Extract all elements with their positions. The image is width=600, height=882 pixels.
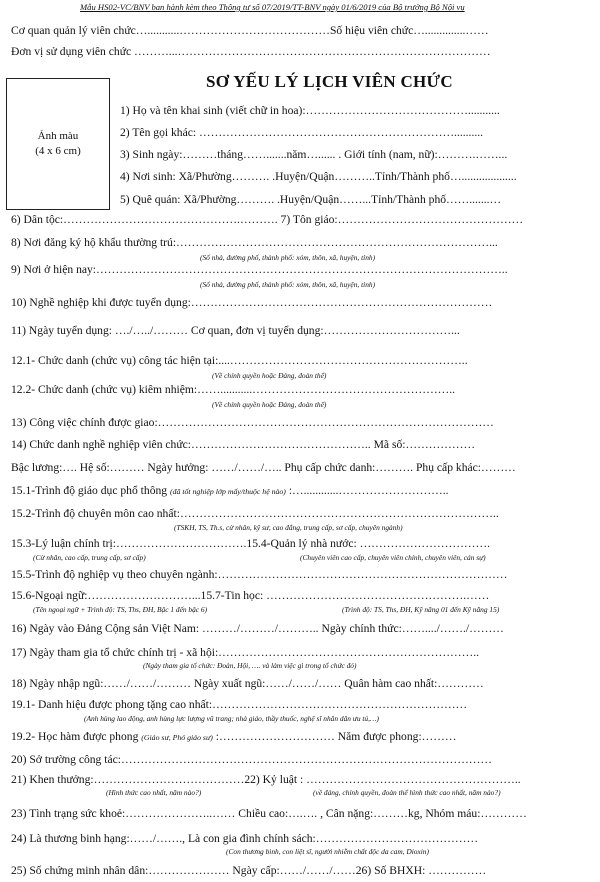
field-ethnicity-religion: 6) Dân tộc:……………………………………….………. 7) Tôn giáo:………………………………………… (11, 213, 524, 226)
field-salary: Bậc lương:…. Hệ số:……… Ngày hưởng: ……/……/….. Phụ cấp chức danh:………. Phụ cấp khác:……… (11, 461, 516, 474)
field-war-invalid: 24) Là thương binh hạng:……/……., Là con gia đình chính sách:…………………………………… (11, 832, 479, 845)
field-full-name: 1) Họ và tên khai sinh (viết chữ in hoa):……………………………………........... (120, 104, 500, 117)
note-reward: (Hình thức cao nhất, năm nào?) (106, 788, 202, 797)
field-general-education (11, 484, 449, 499)
field-other-name: 2) Tên gọi khác: ………………………………………………………….......... (120, 126, 484, 139)
note-highest-degree: (TSKH, TS, Th.s, cử nhân, kỹ sư, cao đẳng, trung cấp, sơ cấp, chuyên ngành) (174, 523, 403, 532)
field-id-insurance: 25) Số chứng minh nhân dân:………………… Ngày cấp:……/……/……26) Số BHXH: …………… (11, 864, 487, 877)
note-honorary-title: (Anh hùng lao động, anh hùng lực lượng vũ trang; nhà giáo, thầy thuốc, nghệ sĩ nhân dân ưu tú,…) (84, 714, 380, 723)
field-hometown: 5) Quê quán: Xã/Phường………. .Huyện/Quận……...Tỉnh/Thành phố…….......… (120, 193, 502, 206)
field-military-service: 18) Ngày nhập ngũ:……/……/……… Ngày xuất ngũ:……/……/…… Quân hàm cao nhất:………… (11, 677, 484, 690)
note-language: (Tên ngoại ngữ + Trình độ: TS, Ths, ĐH, Bậc 1 đến bậc 6) (33, 605, 208, 614)
general-education-dots: :…............……………………….. (288, 484, 449, 497)
note-permanent-address: (Số nhà, đường phố, thành phố: xóm, thôn, xã, huyện, tỉnh) (200, 253, 376, 262)
field-occupation: 10) Nghề nghiệp khi được tuyển dụng:…………………………………………………………………… (11, 296, 493, 309)
academic-title-label: 19.2- Học hàm được phong (11, 730, 139, 743)
note-discipline: (về đảng, chính quyền, đoàn thể hình thức cao nhất, năm nào?) (313, 788, 501, 797)
note-current-address: (Số nhà, đường phố, thành phố: xóm, thôn, xã, huyện, tỉnh) (200, 280, 376, 289)
note-current-position: (Về chính quyền hoặc Đảng, đoàn thể) (212, 371, 327, 380)
field-main-duty: 13) Công việc chính được giao:…………………………………………………………………………… (11, 416, 494, 429)
field-recruitment-date: 11) Ngày tuyển dụng: …./…../……… Cơ quan, đơn vị tuyển dụng:……………………………... (11, 324, 460, 337)
photo-size: (4 x 6 cm) (35, 145, 81, 157)
unit-line: Đơn vị sử dụng viên chức ………...……………………………………………………………………… (11, 45, 491, 58)
field-honorary-title: 19.1- Danh hiệu được phong tặng cao nhất:………………………………………………………… (11, 698, 468, 711)
field-sociopolitical-org: 17) Ngày tham gia tổ chức chính trị - xã hội:………………………………………………………….. (11, 646, 480, 659)
page-title: SƠ YẾU LÝ LỊCH VIÊN CHỨC (206, 72, 453, 91)
note-academic-title: (Giáo sư, Phó giáo sư) (141, 733, 213, 742)
field-reward-discipline: 21) Khen thưởng:…………………………………22) Kỷ luật : ……………………………………………….. (11, 773, 521, 786)
field-permanent-address: 8) Nơi đăng ký hộ khẩu thường trú:………………………………………………………………………... (11, 236, 498, 249)
field-political-theory: 15.3-Lý luận chính trị:…………………………….15.4-Quản lý nhà nước: ……………………………. (11, 537, 491, 550)
note-general-education: (đã tốt nghiệp lớp mấy/thuộc hệ nào) (170, 487, 286, 496)
photo-label: Ảnh màu (37, 130, 79, 142)
note-it: (Trình độ: TS, Ths, ĐH, Kỹ năng 01 đến Kỹ năng 15) (342, 605, 500, 614)
note-sociopolitical-org: (Ngày tham gia tổ chức: Đoàn, Hội, …. và làm việc gì trong tổ chức đó) (143, 661, 357, 670)
general-education-label: 15.1-Trình độ giáo dục phổ thông (11, 484, 168, 497)
field-work-strength: 20) Sở trường công tác:…………………………………………………………………………………… (11, 753, 492, 766)
field-health: 23) Tình trạng sức khoẻ:…………………..…… Chiều cao:….…. , Cân nặng:………kg, Nhóm máu:………… (11, 807, 527, 820)
field-professional-skill: 15.5-Trình độ nghiệp vụ theo chuyên ngành:………………………………………………………………… (11, 568, 508, 581)
field-concurrent-position: 12.2- Chức danh (chức vụ) kiêm nhiệm:……...........…………………………………………….. (11, 383, 456, 396)
field-highest-degree: 15.2-Trình độ chuyên môn cao nhất:……………………………………………………………………….. (11, 507, 499, 520)
field-current-address: 9) Nơi ở hiện nay:…………………………………………………………………………………………….. (11, 263, 508, 276)
academic-title-dots: :………………………… Năm được phong:……… (215, 730, 457, 743)
field-party-admission: 16) Ngày vào Đảng Cộng sản Việt Nam: ………/………/……….. Ngày chính thức:……..../……./……… (11, 622, 504, 635)
field-current-position: 12.1- Chức danh (chức vụ) công tác hiện tại:....…………………………………………………….. (11, 354, 468, 367)
field-birth-place: 4) Nơi sinh: Xã/Phường………. .Huyện/Quận………..Tỉnh/Thành phố…................... (120, 170, 517, 183)
field-birth-date: 3) Sinh ngày:………tháng…….......năm…...... . Giới tính (nam, nữ):……….……... (120, 148, 508, 161)
field-language-it: 15.6-Ngoại ngữ:………………………...15.7-Tin học: …………………………………………….…… (11, 589, 490, 602)
note-war-invalid: (Con thương binh, con liệt sĩ, người nhiễm chất độc da cam, Dioxin) (226, 847, 429, 856)
photo-box (6, 78, 110, 210)
agency-line: Cơ quan quản lý viên chức…...........…………………………………Số hiệu viên chức…..............…… (11, 24, 489, 37)
note-concurrent-position: (Về chính quyền hoặc Đảng, đoàn thể) (212, 400, 327, 409)
field-professional-title: 14) Chức danh nghề nghiệp viên chức:……………………………………….. Mã số:……………… (11, 438, 476, 451)
field-academic-title (11, 730, 456, 745)
note-state-management: (Chuyên viên cao cấp, chuyên viên chính, chuyên viên, cán sự) (300, 553, 486, 562)
note-political-theory: (Cử nhân, cao cấp, trung cấp, sơ cấp) (33, 553, 146, 562)
form-header-note: Mẫu HS02-VC/BNV ban hành kèm theo Thông tư số 07/2019/TT-BNV ngày 01/6/2019 của Bộ trưởng Bộ Nội vụ (80, 2, 465, 12)
